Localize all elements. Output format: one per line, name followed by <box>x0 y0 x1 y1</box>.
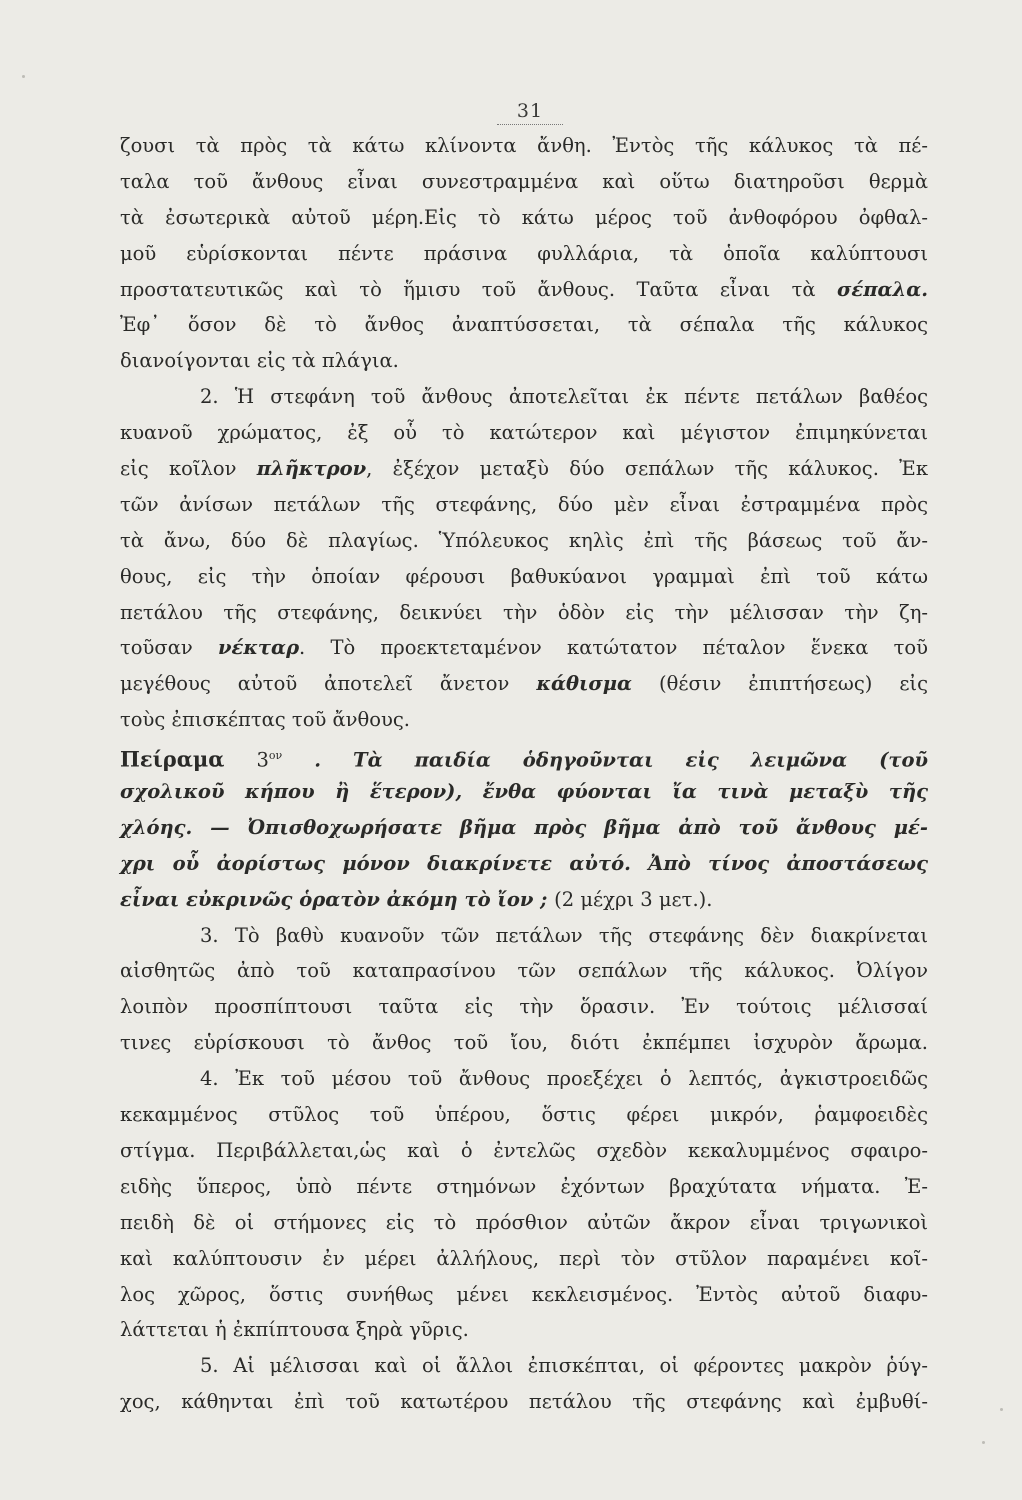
text-run: μεγέθους αὐτοῦ ἀποτελεῖ ἄνετον <box>120 672 537 696</box>
text-line: καὶ καλύπτουσιν ἐν μέρει ἀλλήλους, περὶ τὸν στῦλον παραμένει κοῖ- <box>120 1246 928 1270</box>
text-line: πετάλου τῆς στεφάνης, δεικνύει τὴν ὁδὸν εἰς τὴν μέλισσαν τὴν ζη- <box>120 600 928 624</box>
experiment-number: 3 <box>256 748 269 772</box>
scan-speck <box>22 75 25 78</box>
text-line: ειδὴς ὕπερος, ὑπὸ πέντε στημόνων ἐχόντων βραχύτατα νήματα. Ἐ- <box>120 1174 928 1198</box>
text-line: λος χῶρος, ὅστις συνήθως μένει κεκλεισμένος. Ἐντὸς αὐτοῦ διαφυ- <box>120 1282 928 1306</box>
text-line: τὰ ἄνω, δύο δὲ πλαγίως. Ὑπόλευκος κηλὶς ἐπὶ τῆς βάσεως τοῦ ἄν- <box>120 528 928 552</box>
text-run: , ἐξέχον μεταξὺ δύο σεπάλων τῆς κάλυκος. Ἐκ <box>366 457 929 481</box>
experiment-line: χλόης. — Ὀπισθοχωρήσατε βῆμα πρὸς βῆμα ἀπὸ τοῦ ἄνθους μέ- <box>120 815 928 839</box>
page-number-block <box>497 100 563 125</box>
text-line: τοὺς ἐπισκέπτας τοῦ ἄνθους. <box>120 708 410 732</box>
text-line: κεκαμμένος στῦλος τοῦ ὑπέρου, ὅστις φέρει μικρόν, ῥαμφοειδὲς <box>120 1103 928 1127</box>
text-run: τοῦσαν <box>120 636 218 660</box>
term-kathisma: κάθισμα <box>536 672 633 696</box>
text-line: 5. Αἱ μέλισσαι καὶ οἱ ἄλλοι ἐπισκέπται, οἱ φέροντες μακρὸν ῥύγ- <box>200 1354 928 1378</box>
text-line: αἰσθητῶς ἀπὸ τοῦ καταπρασίνου τῶν σεπάλων τῆς κάλυκος. Ὀλίγον <box>120 959 928 983</box>
text-run: εἰς κοῖλον <box>120 457 257 481</box>
text-run: προστατευτικῶς καὶ τὸ ἥμισυ τοῦ ἄνθους. Ταῦτα εἶναι τὰ <box>120 277 838 301</box>
experiment-line <box>120 738 928 774</box>
text-line: χος, κάθηνται ἐπὶ τοῦ κατωτέρου πετάλου τῆς στεφάνης καὶ ἐμβυθί- <box>120 1390 928 1414</box>
text-line <box>120 630 928 666</box>
page-number: 31 <box>516 100 544 122</box>
text-run: (2 μέχρι 3 μετ.). <box>554 887 713 911</box>
text-line <box>120 451 928 487</box>
experiment-heading: Πείραμα <box>120 746 225 772</box>
text-line: τὰ ἐσωτερικὰ αὐτοῦ μέρη.Εἰς τὸ κάτω μέρος τοῦ ἀνθοφόρου ὀφθαλ- <box>120 205 928 229</box>
text-run: εἶναι εὐκρινῶς ὁρατὸν ἀκόμη τὸ ἴον ; <box>120 887 555 911</box>
experiment-line: χρι οὗ ἀορίστως μόνον διακρίνετε αὐτό. Ἀπὸ τίνος ἀποστάσεως <box>120 851 928 875</box>
text-line: τινες εὑρίσκουσι τὸ ἄνθος τοῦ ἴου, διότι ἐκπέμπει ἰσχυρὸν ἄρωμα. <box>120 1031 928 1055</box>
text-run: . Τὸ προεκτεταμένον κατώτατον πέταλον ἕνεκα τοῦ <box>299 636 928 660</box>
text-line: ταλα τοῦ ἄνθους εἶναι συνεστραμμένα καὶ οὕτω διατηροῦσι θερμὰ <box>120 169 928 193</box>
scan-speck <box>982 1441 985 1444</box>
text-run: (θέσιν ἐπιπτήσεως) εἰς <box>632 672 928 696</box>
text-line: 2. Ἡ στεφάνη τοῦ ἄνθους ἀποτελεῖται ἐκ πέντε πετάλων βαθέος <box>200 385 928 409</box>
term-nektar: νέκταρ <box>217 636 300 660</box>
text-line: θους, εἰς τὴν ὁποίαν φέρουσι βαθυκύανοι γραμμαὶ ἐπὶ τοῦ κάτω <box>120 564 928 588</box>
text-line: Ἐφ᾽ ὅσον δὲ τὸ ἄνθος ἀναπτύσσεται, τὰ σέπαλα τῆς κάλυκος <box>120 313 928 337</box>
text-line: διανοίγονται εἰς τὰ πλάγια. <box>120 349 399 373</box>
page-number-rule <box>497 124 563 125</box>
text-line: λάττεται ἡ ἐκπίπτουσα ξηρὰ γῦρις. <box>120 1318 469 1342</box>
experiment-suffix: ον <box>268 749 283 763</box>
text-line: 3. Τὸ βαθὺ κυανοῦν τῶν πετάλων τῆς στεφάνης δὲν διακρίνεται <box>200 923 928 947</box>
experiment-line: σχολικοῦ κήπου ἢ ἕτερον), ἔνθα φύονται ἴα τινὰ μεταξὺ τῆς <box>120 780 928 804</box>
text-line: τῶν ἀνίσων πετάλων τῆς στεφάνης, δύο μὲν εἶναι ἐστραμμένα πρὸς <box>120 492 928 516</box>
text-line: στίγμα. Περιβάλλεται,ὡς καὶ ὁ ἐντελῶς σχεδὸν κεκαλυμμένος σφαιρο- <box>120 1138 928 1162</box>
text-line: κυανοῦ χρώματος, ἐξ οὗ τὸ κατώτερον καὶ μέγιστον ἐπιμηκύνεται <box>120 421 928 445</box>
term-sepala: σέπαλα. <box>837 277 928 301</box>
term-plektron: πλῆκτρον <box>256 457 367 481</box>
text-line <box>120 666 928 702</box>
text-line: λοιπὸν προσπίπτουσι ταῦτα εἰς τὴν ὅρασιν. Ἐν τούτοις μέλισσαί <box>120 995 928 1019</box>
text-line <box>120 272 928 308</box>
text-run: . Τὰ παιδία ὁδηγοῦνται εἰς λειμῶνα (τοῦ <box>282 748 928 772</box>
body-text <box>120 128 928 1420</box>
text-line: μοῦ εὑρίσκονται πέντε πράσινα φυλλάρια, τὰ ὁποῖα καλύπτουσι <box>120 241 928 265</box>
text-line: 4. Ἐκ τοῦ μέσου τοῦ ἄνθους προεξέχει ὁ λεπτός, ἀγκιστροειδῶς <box>200 1067 928 1091</box>
experiment-line <box>120 882 928 918</box>
text-line: πειδὴ δὲ οἱ στήμονες εἰς τὸ πρόσθιον αὐτῶν ἄκρον εἶναι τριγωνικοὶ <box>120 1210 928 1234</box>
scan-speck <box>1000 1408 1003 1411</box>
text-line: ζουσι τὰ πρὸς τὰ κάτω κλίνοντα ἄνθη. Ἐντὸς τῆς κάλυκος τὰ πέ- <box>120 134 928 157</box>
